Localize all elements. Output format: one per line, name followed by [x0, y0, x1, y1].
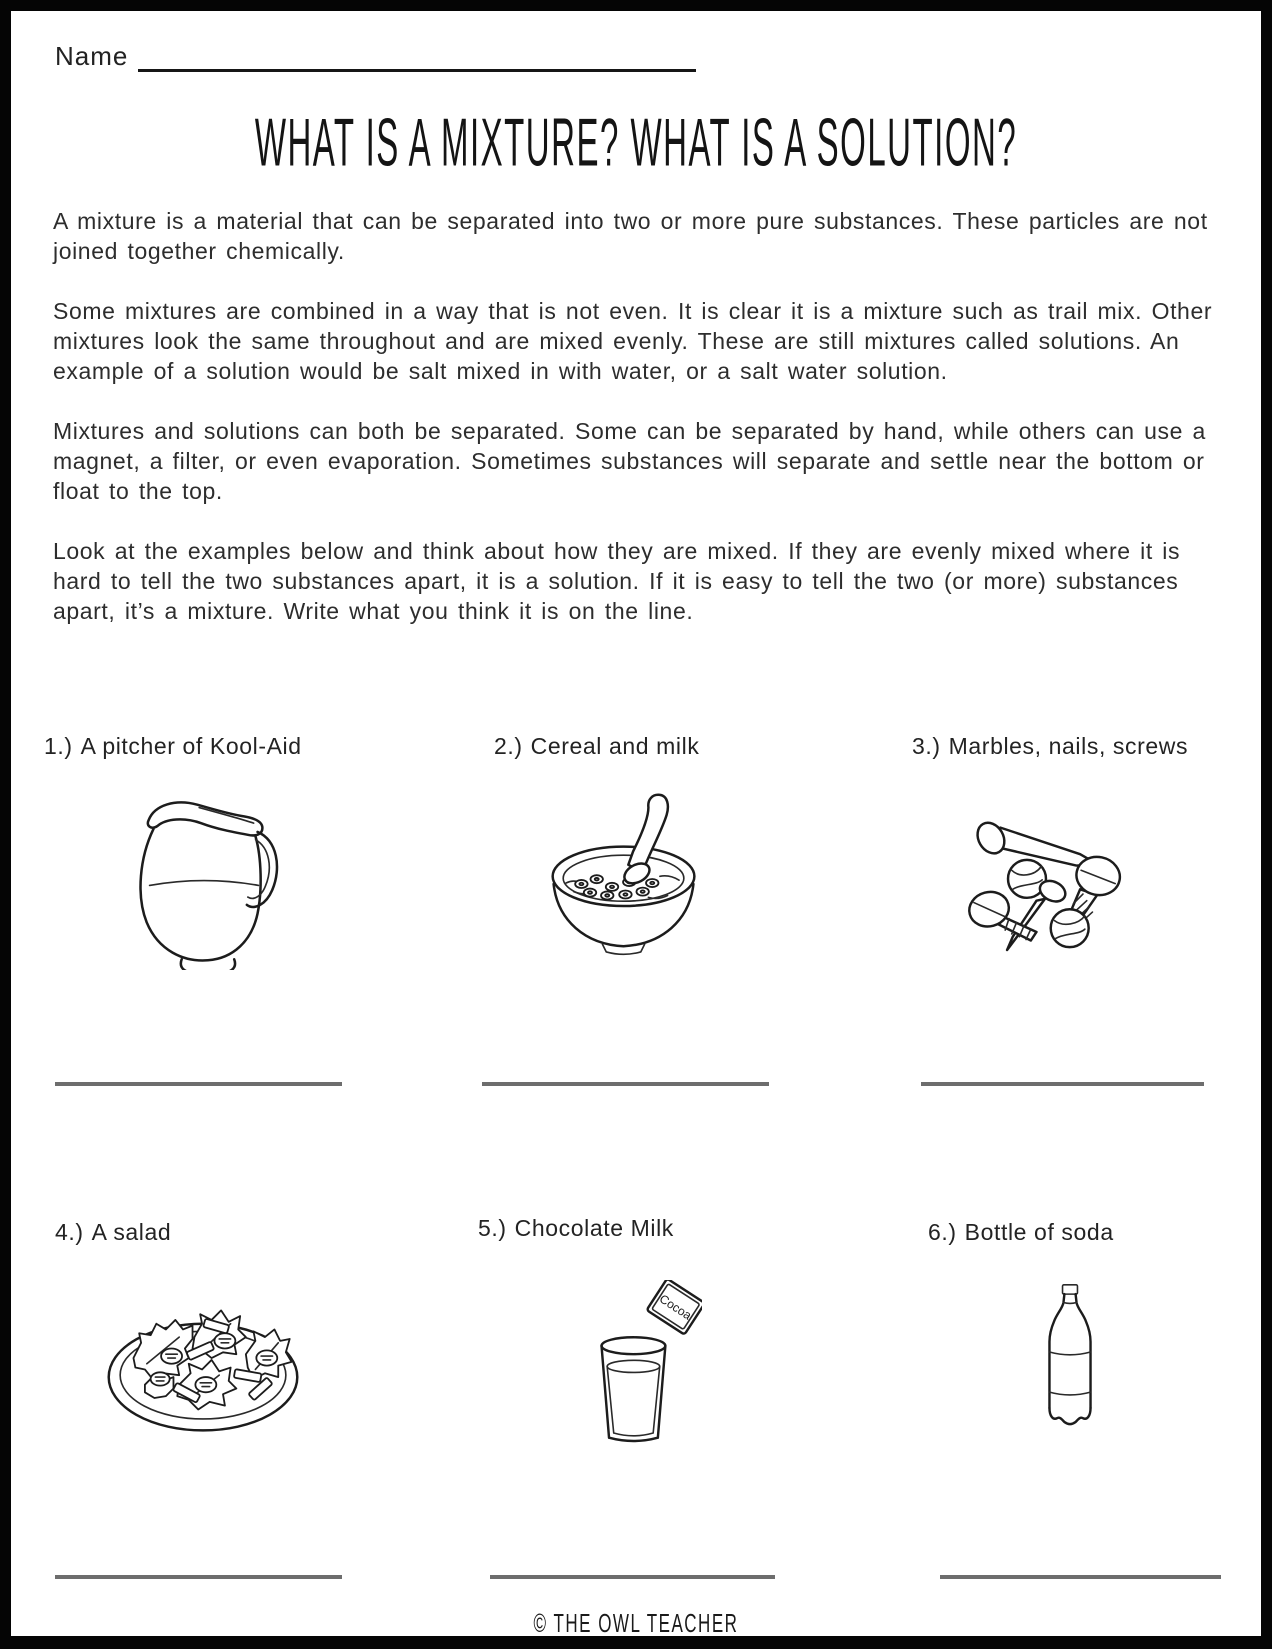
salad-illustration	[103, 1297, 303, 1440]
item-2-number: 2.)	[494, 733, 523, 759]
cocoa-packet	[647, 1280, 702, 1335]
soda-bottle-icon	[1042, 1282, 1098, 1436]
answer-line-3[interactable]	[921, 1082, 1204, 1086]
answer-line-2[interactable]	[482, 1082, 769, 1086]
item-4-label	[55, 1219, 171, 1246]
item-6-number: 6.)	[928, 1219, 957, 1245]
name-row	[55, 41, 696, 72]
chocolate-milk-icon	[594, 1280, 702, 1449]
footer-credit: © THE OWL TEACHER	[533, 1608, 739, 1638]
marbles-nails-screws-illustration	[953, 800, 1138, 952]
item-1-text: A pitcher of Kool-Aid	[80, 733, 302, 759]
paragraph-separation: Mixtures and solutions can both be separated. Some can be separated by hand, while others can use a magnet, a filter, or even evaporation. Sometimes substances will separate and settle near the bottom or float to the top.	[53, 418, 1206, 504]
item-2-text: Cereal and milk	[530, 733, 700, 759]
item-6-text: Bottle of soda	[964, 1219, 1114, 1245]
item-2-label	[494, 733, 699, 760]
item-5-label	[478, 1215, 674, 1242]
intro-paragraphs	[53, 206, 1221, 656]
item-5-text: Chocolate Milk	[514, 1215, 674, 1241]
paragraph-mixture-definition: A mixture is a material that can be separated into two or more pure substances. These particles are not joined together chemically.	[53, 208, 1208, 264]
page-title-text: WHAT IS A MIXTURE? WHAT IS A SOLUTION?	[254, 104, 1018, 180]
page-title	[11, 104, 1261, 180]
item-1-number: 1.)	[44, 733, 73, 759]
footer	[11, 1609, 1261, 1639]
name-label: Name	[55, 41, 129, 71]
paragraph-instructions: Look at the examples below and think about how they are mixed. If they are evenly mixed where it is hard to tell the two substances apart, it is a solution. If it is easy to tell the two (or more) substances apart, it’s a mixture. Write what you think it is on the line.	[53, 538, 1181, 624]
item-4-number: 4.)	[55, 1219, 84, 1245]
item-5-number: 5.)	[478, 1215, 507, 1241]
salad-icon	[103, 1297, 303, 1440]
answer-line-4[interactable]	[55, 1575, 342, 1579]
answer-line-6[interactable]	[940, 1575, 1221, 1579]
spoon-handle	[628, 795, 668, 868]
pitcher-icon	[133, 793, 279, 970]
item-6-label	[928, 1219, 1114, 1246]
paragraph-solutions: Some mixtures are combined in a way that is not even. It is clear it is a mixture such as trail mix. Other mixtures look the same throughout and are mixed evenly. These are still mixtures called solutions. An example of a solution would be salt mixed in with water, or a salt water solution.	[53, 298, 1213, 384]
item-3-label	[912, 733, 1188, 760]
kool-aid-pitcher-illustration	[133, 793, 279, 970]
cereal-bowl-icon	[545, 788, 703, 956]
answer-line-5[interactable]	[490, 1575, 775, 1579]
cocoa-packet-label: Cocoa	[656, 1291, 694, 1323]
chocolate-milk-illustration	[594, 1280, 702, 1449]
item-3-number: 3.)	[912, 733, 941, 759]
cereal-and-milk-illustration	[545, 788, 703, 956]
item-4-text: A salad	[91, 1219, 172, 1245]
hardware-icon	[953, 800, 1138, 952]
item-3-text: Marbles, nails, screws	[948, 733, 1189, 759]
answer-line-1[interactable]	[55, 1082, 342, 1086]
soda-bottle-illustration	[1042, 1282, 1098, 1436]
milk-glass	[602, 1337, 666, 1441]
name-input-line[interactable]	[138, 45, 696, 72]
item-1-label	[44, 733, 302, 760]
